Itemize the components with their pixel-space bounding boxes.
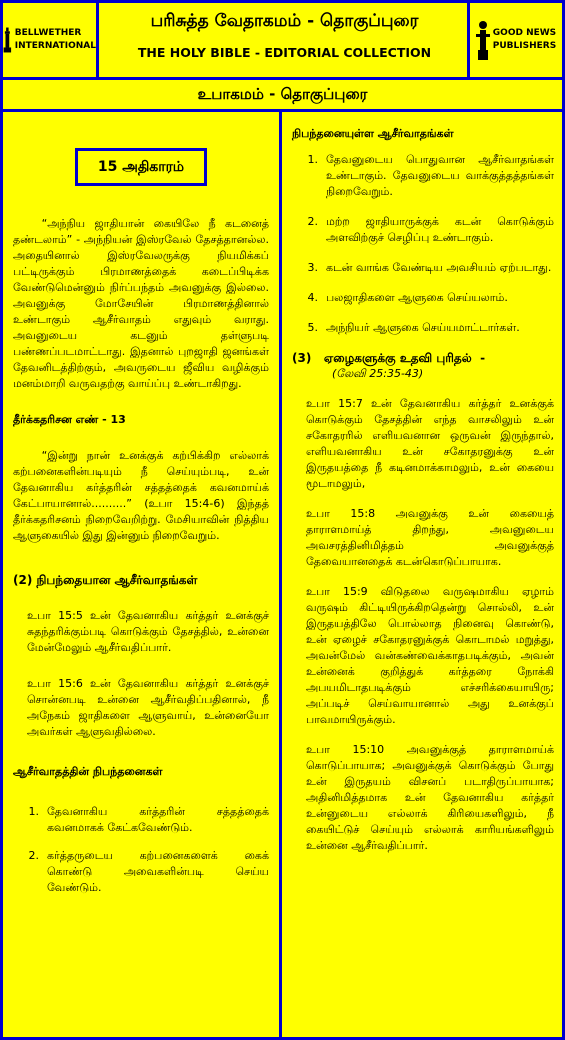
list-item: 2. மற்ற ஜாதியாருக்குக் கடன் கொடுக்கும் அளவிற்குச் செழிப்பு உண்டாகும். [307, 215, 554, 244]
title-box [102, 3, 467, 77]
verse-15-7: உபா 15:7 உன் தேவனாகிய கர்த்தர் உனக்குக் கொடுக்கும் தேசத்தின் எந்த வாசலிலும் உன் சகோதரரில் எளியவனான ஒருவன் இருந்தால், எளியவனாகிய உன் சகோதரனுக்கு உன் இருதயத்தை நீ கடினமாக்காமலும், உன் கையை மூடாமலும், [306, 397, 554, 490]
section-3-heading: (3) ஏழைகளுக்கு உதவி புரிதல் - [292, 351, 486, 365]
logo-line-2: PUBLISHERS [492, 41, 557, 51]
prophecy-paragraph: “இன்று நான் உனக்குக் கற்பிக்கிற எல்லாக் கற்பனைகளின்படியும் நீ செய்யும்படி, உன் தேவனாகிய கர்த்தரின் சத்தத்தைக் கவனமாய்க் கேட்பாயானால்..........” (உபா 15:4-6) இந்தத் தீர்க்கதரிசனம் நிறைவேறிற்று. மேசியாவின் நித்திய ஆளுகையில் இது இன்னும் நிறைவேறும். [13, 449, 269, 542]
list-item: 4. பலஜாதிகளை ஆளுகை செய்யலாம். [307, 291, 508, 304]
title-tamil: பரிசுத்த வேதாகமம் - தொகுப்புரை [150, 11, 419, 31]
section-3-number: (3) [292, 351, 312, 365]
list-item: 1. தேவனுடைய பொதுவான ஆசீர்வாதங்கள் உண்டாகும். தேவனுடைய வாக்குத்தத்தங்கள் நிறைவேறும். [307, 153, 554, 198]
list-item: 1. தேவனாகிய கர்த்தரின் சத்தத்தைக் கவனமாகக் கேட்கவேண்டும். [28, 805, 269, 834]
tower-icon [3, 20, 12, 60]
title-english: THE HOLY BIBLE - EDITORIAL COLLECTION [137, 45, 432, 60]
left-column [3, 112, 282, 1037]
header [3, 3, 562, 80]
logo-line-1: GOOD NEWS [492, 28, 557, 38]
book-title: உபாகமம் - தொகுப்புரை [3, 80, 562, 112]
prophecy-heading: தீர்க்கதரிசன எண் - 13 [13, 413, 126, 426]
chapter-heading: 15 அதிகாரம் [75, 148, 207, 186]
verse-15-9: உபா 15:9 விடுதலை வருஷமாகிய ஏழாம் வருஷம் கிட்டியிருக்கிறதென்று சொல்லி, உன் இருதயத்திலே பொல்லாத நினைவு கொண்டு, உன் ஏழைச் சகோதரனுக்குக் கொடாமல் மறுத்து, அவன்மேல் வன்கண்வைக்காதபடிக்கும், அவன் உன்னைக் குறித்துக் கர்த்தரை நோக்கி அபயமிடாதபடிக்கும் எச்சரிக்கையாயிரு; அப்படிச் செய்வாயானால் அது உனக்குப் பாவமாயிருக்கும். [306, 585, 554, 726]
logo-line-1: BELLWETHER [14, 28, 82, 38]
section-3-reference: (லேவி 25:35-43) [332, 367, 424, 380]
section-3-title: ஏழைகளுக்கு உதவி புரிதல் [323, 351, 472, 365]
verse-15-8: உபா 15:8 அவனுக்கு உன் கையைத் தாராளமாய்த் திறந்து, அவனுடைய அவசரத்தினிமித்தம் அவனுக்குத் தேவையானதைக் கடன்கொடுப்பாயாக. [306, 507, 554, 568]
verse-15-6: உபா 15:6 உன் தேவனாகிய கர்த்தர் உனக்குச் சொன்னபடி உன்னை ஆசீர்வதிப்பதினால், நீ அநேகம் ஜாதிகளை ஆளுவாய், உன்னையோ அவர்கள் ஆளுவதில்லை. [27, 677, 269, 738]
bellwether-logo [3, 3, 99, 77]
conditions-list [13, 804, 269, 896]
list-item: 5. அந்நியர் ஆளுகை செய்யமாட்டார்கள். [307, 321, 520, 334]
herald-icon [476, 20, 490, 60]
list-item: 2. கர்த்தருடைய கற்பனைகளைக் கைக் கொண்டு அவைகளின்படி செய்ய வேண்டும். [28, 849, 269, 894]
verse-15-5: உபா 15:5 உன் தேவனாகிய கர்த்தர் உனக்குச் சுதந்தரிக்கும்படி கொடுக்கும் தேசத்தில், உன்னை மேன்மேலும் ஆசீர்வதிப்பார். [27, 609, 269, 654]
list-item: 3. கடன் வாங்க வேண்டிய அவசியம் ஏற்படாது. [307, 261, 552, 274]
blessings-list [292, 152, 554, 336]
right-column [284, 112, 562, 1037]
verse-15-10: உபா 15:10 அவனுக்குத் தாராளமாய்க் கொடுப்பாயாக; அவனுக்குக் கொடுக்கும் போது உன் இருதயம் விசனப் படாதிருப்பாயாக; அதினிமித்தமாக உன் தேவனாகிய கர்த்தர் உன்னுடைய எல்லாக் கிரியைகளிலும், நீ கையிட்டுச் செய்யும் எல்லாக் காரியங்களிலும் உன்னை ஆசீர்வதிப்பார். [306, 743, 554, 852]
section-2-heading: (2) நிபந்தையான ஆசீர்வாதங்கள் [13, 573, 198, 587]
intro-paragraph: “அந்நிய ஜாதியான் கையிலே நீ கடனைத் தண்டலாம்” - அந்நியன் இஸ்ரவேல் தேசத்தானல்ல. அதையினால் இஸ்ரவேலருக்கு நியமிக்கப் பட்டிருக்கும் பிரமாணத்தைக் கடைப்பிடிக்க வேண்டுமென்னும் நிர்ப்பந்தம் அவனுக்கு இல்லை. அவனுக்கு மோசேயின் பிரமாணத்தினால் உண்டாகும் ஆசீர்வாதம் எதுவும் வராது. அவனுடைய கடனும் தள்ளுபடி பண்ணப்படமாட்டாது. இதனால் புறஜாதி ஜனங்கள் தேவனிடத்திற்கும், அவருடைய ஜீவிய வழிக்கும் மனம்மாறி வருவதற்கு வாய்ப்பு உண்டாகிறது. [13, 217, 269, 390]
blessings-heading: நிபந்தனையுள்ள ஆசீர்வாதங்கள் [292, 127, 454, 140]
logo-line-2: INTERNATIONAL [14, 41, 96, 51]
good-news-logo [467, 3, 562, 77]
conditions-heading: ஆசீர்வாதத்தின் நிபந்தனைகள் [13, 765, 163, 778]
